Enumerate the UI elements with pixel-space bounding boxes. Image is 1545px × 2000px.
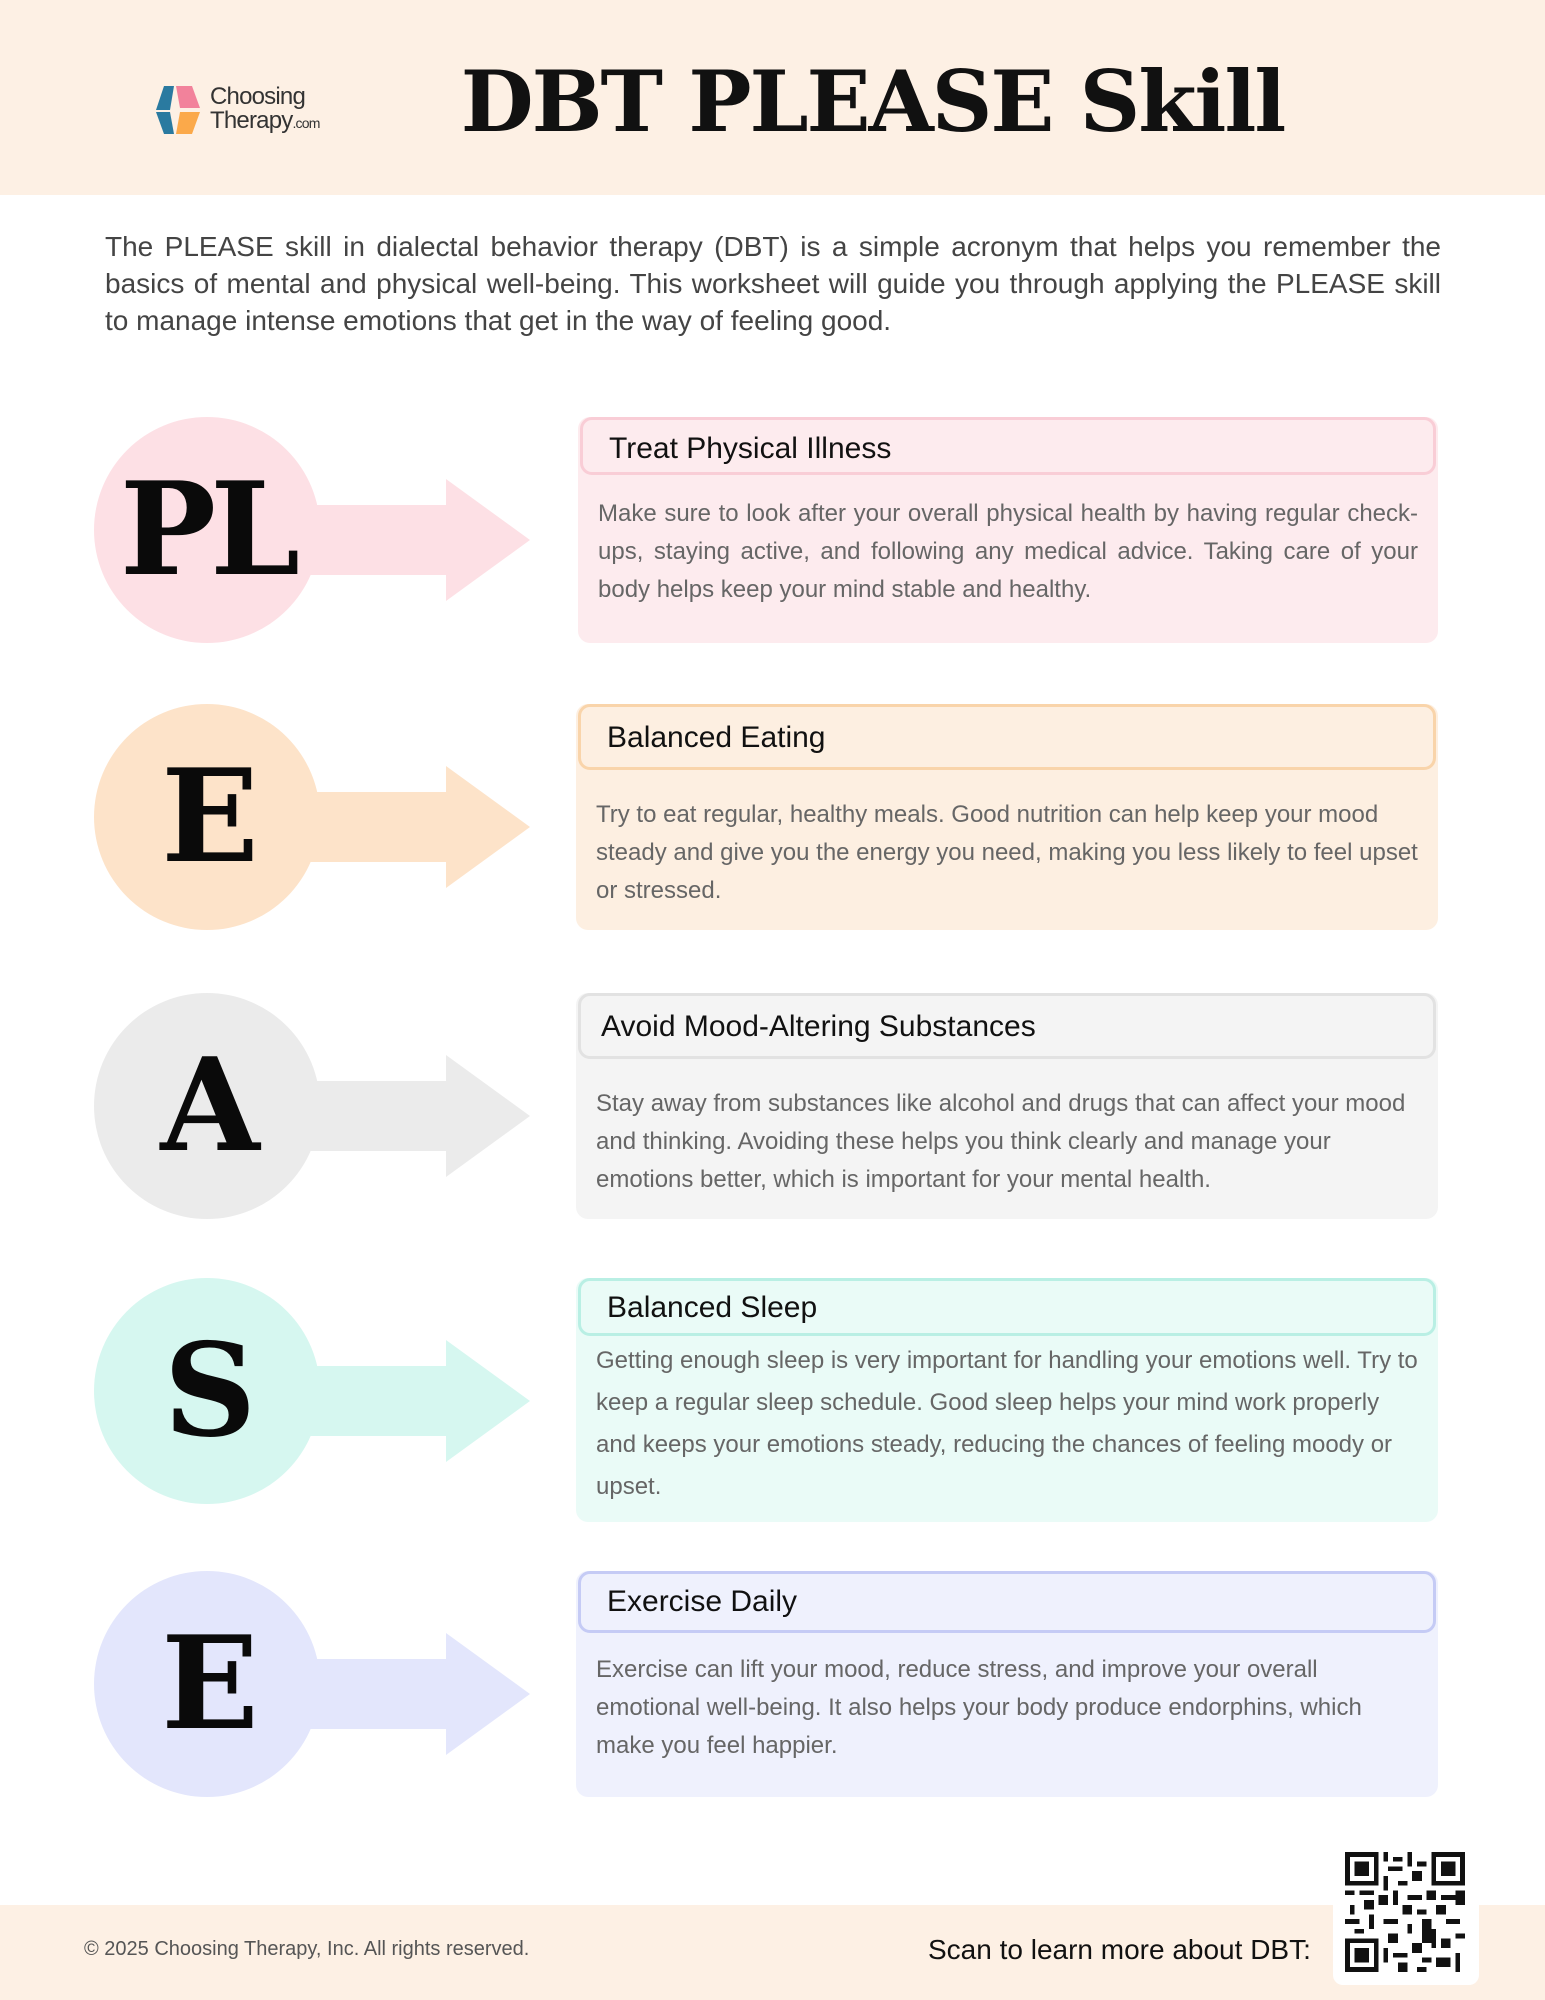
card-header xyxy=(578,704,1436,770)
card-header xyxy=(578,1571,1436,1633)
logo-suffix: .com xyxy=(292,115,320,131)
card-header xyxy=(578,993,1436,1059)
card-title: Treat Physical Illness xyxy=(609,432,892,465)
please-item-pl xyxy=(0,417,1545,647)
skill-card xyxy=(576,993,1438,1219)
please-item-e-eating xyxy=(0,704,1545,934)
letter-circle: S xyxy=(94,1278,320,1504)
please-item-e-exercise xyxy=(0,1571,1545,1801)
letter-circle: E xyxy=(94,1571,320,1797)
card-header xyxy=(580,417,1436,475)
qr-code-icon xyxy=(1345,1852,1465,1972)
letter-circle: A xyxy=(94,993,320,1219)
skill-card xyxy=(576,704,1438,930)
skill-card xyxy=(576,1278,1438,1522)
arrow-right-icon xyxy=(300,766,530,888)
card-body: Exercise can lift your mood, reduce stress, and improve your overall emotional well-being. It also helps your body produce endorphins, which make you feel happier. xyxy=(596,1656,1362,1759)
skill-card xyxy=(576,1571,1438,1797)
arrow-right-icon xyxy=(300,479,530,601)
card-title: Balanced Sleep xyxy=(607,1291,818,1324)
card-body: Try to eat regular, healthy meals. Good nutrition can help keep your mood steady and give you the energy you need, making you less likely to feel upset or stressed. xyxy=(596,801,1418,904)
skill-card xyxy=(578,417,1438,643)
card-body: Getting enough sleep is very important for handling your emotions well. Try to keep a regular sleep schedule. Good sleep helps your mind work properly and keeps your emotions steady, reducing the chances of feeling moody or upset. xyxy=(596,1347,1418,1500)
card-title: Exercise Daily xyxy=(607,1585,798,1618)
page-title: DBT PLEASE Skill xyxy=(460,52,1285,151)
please-item-a xyxy=(0,993,1545,1223)
arrow-right-icon xyxy=(300,1633,530,1755)
card-body: Stay away from substances like alcohol and drugs that can affect your mood and thinking. Avoiding these helps you think clearly and manage your emotions better, which is important for your mental health. xyxy=(596,1090,1406,1193)
logo-line1: Choosing xyxy=(210,83,306,110)
scan-label: Scan to learn more about DBT: xyxy=(928,1934,1311,1965)
card-title: Avoid Mood-Altering Substances xyxy=(601,1010,1036,1043)
letter-circle: PL xyxy=(94,417,320,643)
copyright-text: © 2025 Choosing Therapy, Inc. All rights reserved. xyxy=(84,1938,530,1960)
letter-circle: E xyxy=(94,704,320,930)
card-header xyxy=(578,1278,1436,1336)
arrow-right-icon xyxy=(300,1340,530,1462)
card-body: Make sure to look after your overall physical health by having regular check-ups, staying active, and following any medical advice. Taking care of your body helps keep your mind stable and healthy. xyxy=(598,500,1418,603)
qr-code[interactable] xyxy=(1333,1840,1479,1985)
card-title: Balanced Eating xyxy=(607,721,826,754)
please-item-s xyxy=(0,1278,1545,1508)
arrow-right-icon xyxy=(300,1055,530,1177)
logo-line2: Therapy xyxy=(210,107,293,134)
intro-paragraph: The PLEASE skill in dialectal behavior therapy (DBT) is a simple acronym that helps you remember the basics of mental and physical well-being. This worksheet will guide you through applying the PLEASE skill to manage intense emotions that get in the way of feeling good. xyxy=(105,231,1441,336)
